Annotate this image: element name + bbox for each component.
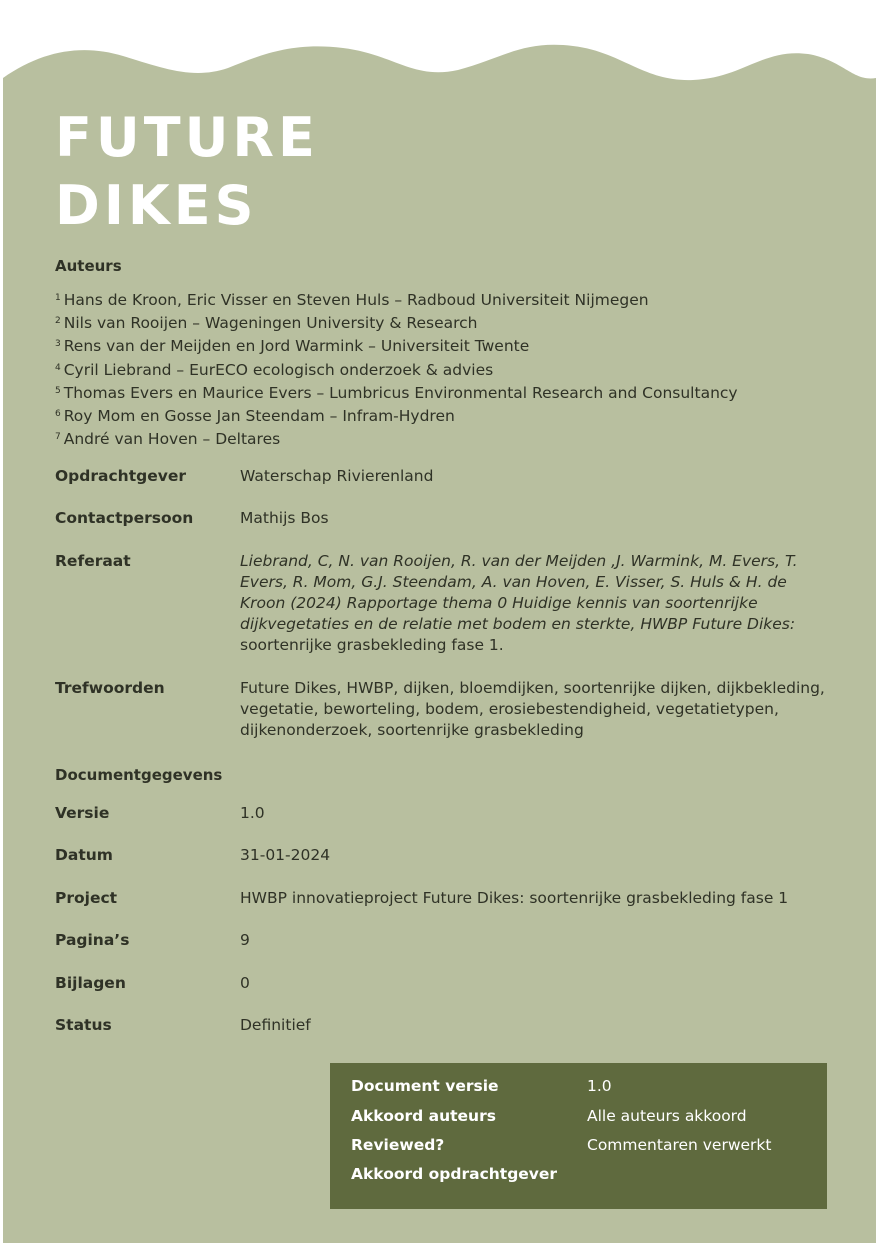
author-footnote-number: 1 — [55, 293, 61, 303]
project-label: Project — [55, 889, 118, 907]
opdrachtgever-value: Waterschap Rivierenland — [240, 467, 434, 485]
author-text: Thomas Evers en Maurice Evers – Lumbricus Environmental Research and Consultancy — [63, 383, 738, 402]
versie-label: Versie — [55, 804, 110, 822]
author-item — [55, 334, 738, 357]
opdrachtgever-label: Opdrachtgever — [55, 467, 186, 485]
author-footnote-number: 4 — [55, 362, 61, 373]
paginas-value: 9 — [240, 931, 250, 949]
authors-heading: Auteurs — [55, 257, 122, 275]
referaat-value — [240, 551, 830, 656]
documentgegevens-heading: Documentgegevens — [55, 766, 223, 784]
project-value: HWBP innovatieproject Future Dikes: soortenrijke grasbekleding fase 1 — [240, 889, 789, 907]
author-text: Nils van Rooijen – Wageningen University & Research — [63, 314, 478, 333]
title-line-2: DIKES — [55, 174, 258, 237]
author-text: Roy Mom en Gosse Jan Steendam – Infram-Hydren — [63, 407, 455, 426]
referaat-citation-end: soortenrijke grasbekleding fase 1. — [240, 636, 504, 654]
akkoord-auteurs-value: Alle auteurs akkoord — [587, 1107, 747, 1125]
paginas-label: Pagina’s — [55, 931, 130, 949]
status-label: Status — [55, 1016, 112, 1034]
document-versie-label: Document versie — [351, 1077, 499, 1095]
datum-label: Datum — [55, 846, 113, 864]
reviewed-label: Reviewed? — [351, 1136, 445, 1154]
author-item — [55, 381, 738, 404]
author-footnote-number: 2 — [55, 316, 61, 327]
author-text: Hans de Kroon, Eric Visser en Steven Huls – Radboud Universiteit Nijmegen — [63, 291, 649, 309]
author-item — [55, 288, 738, 311]
akkoord-auteurs-label: Akkoord auteurs — [351, 1107, 496, 1125]
versie-value: 1.0 — [240, 804, 265, 822]
author-text: André van Hoven – Deltares — [63, 430, 281, 449]
contactpersoon-value: Mathijs Bos — [240, 509, 329, 527]
trefwoorden-value: Future Dikes, HWBP, dijken, bloemdijken, soortenrijke dijken, dijkbekleding, vegetatie, beworteling, bodem, erosiebestendigheid, vegetatietypen, dijkenonderzoek, soortenrijke grasbekleding — [240, 679, 825, 739]
referaat-label: Referaat — [55, 552, 131, 570]
document-versie-value: 1.0 — [587, 1077, 612, 1095]
document-title — [55, 104, 319, 240]
author-footnote-number: 7 — [55, 432, 61, 443]
author-item — [55, 404, 738, 427]
contactpersoon-label: Contactpersoon — [55, 509, 194, 527]
authors-list — [55, 288, 738, 450]
author-footnote-number: 5 — [55, 385, 61, 396]
bijlagen-value: 0 — [240, 974, 250, 992]
akkoord-opdrachtgever-label: Akkoord opdrachtgever — [351, 1165, 558, 1183]
author-item — [55, 311, 738, 334]
trefwoorden-label: Trefwoorden — [55, 679, 165, 697]
author-text: Cyril Liebrand – EurECO ecologisch onderzoek & advies — [63, 360, 494, 379]
reviewed-value: Commentaren verwerkt — [587, 1136, 772, 1154]
author-footnote-number: 3 — [55, 339, 61, 350]
datum-value: 31-01-2024 — [240, 846, 331, 864]
title-line-1: FUTURE — [55, 106, 319, 169]
author-item — [55, 427, 738, 450]
referaat-citation: Liebrand, C, N. van Rooijen, R. van der Meijden ,J. Warmink, M. Evers, T. Evers, R. Mom, G.J. Steendam, A. van Hoven, E. Visser, S. Huls & H. de Kroon (2024) Rapportage thema 0 Huidige kennis van soortenrijke dijkvegetaties en de relatie met bodem en sterkte, HWBP Future Dikes: — [240, 552, 798, 633]
author-text: Rens van der Meijden en Jord Warmink – Universiteit Twente — [63, 337, 530, 356]
status-value: Definitief — [240, 1016, 311, 1034]
author-footnote-number: 6 — [55, 409, 61, 420]
approval-summary-box — [330, 1063, 827, 1209]
bijlagen-label: Bijlagen — [55, 974, 126, 992]
author-item — [55, 358, 738, 381]
